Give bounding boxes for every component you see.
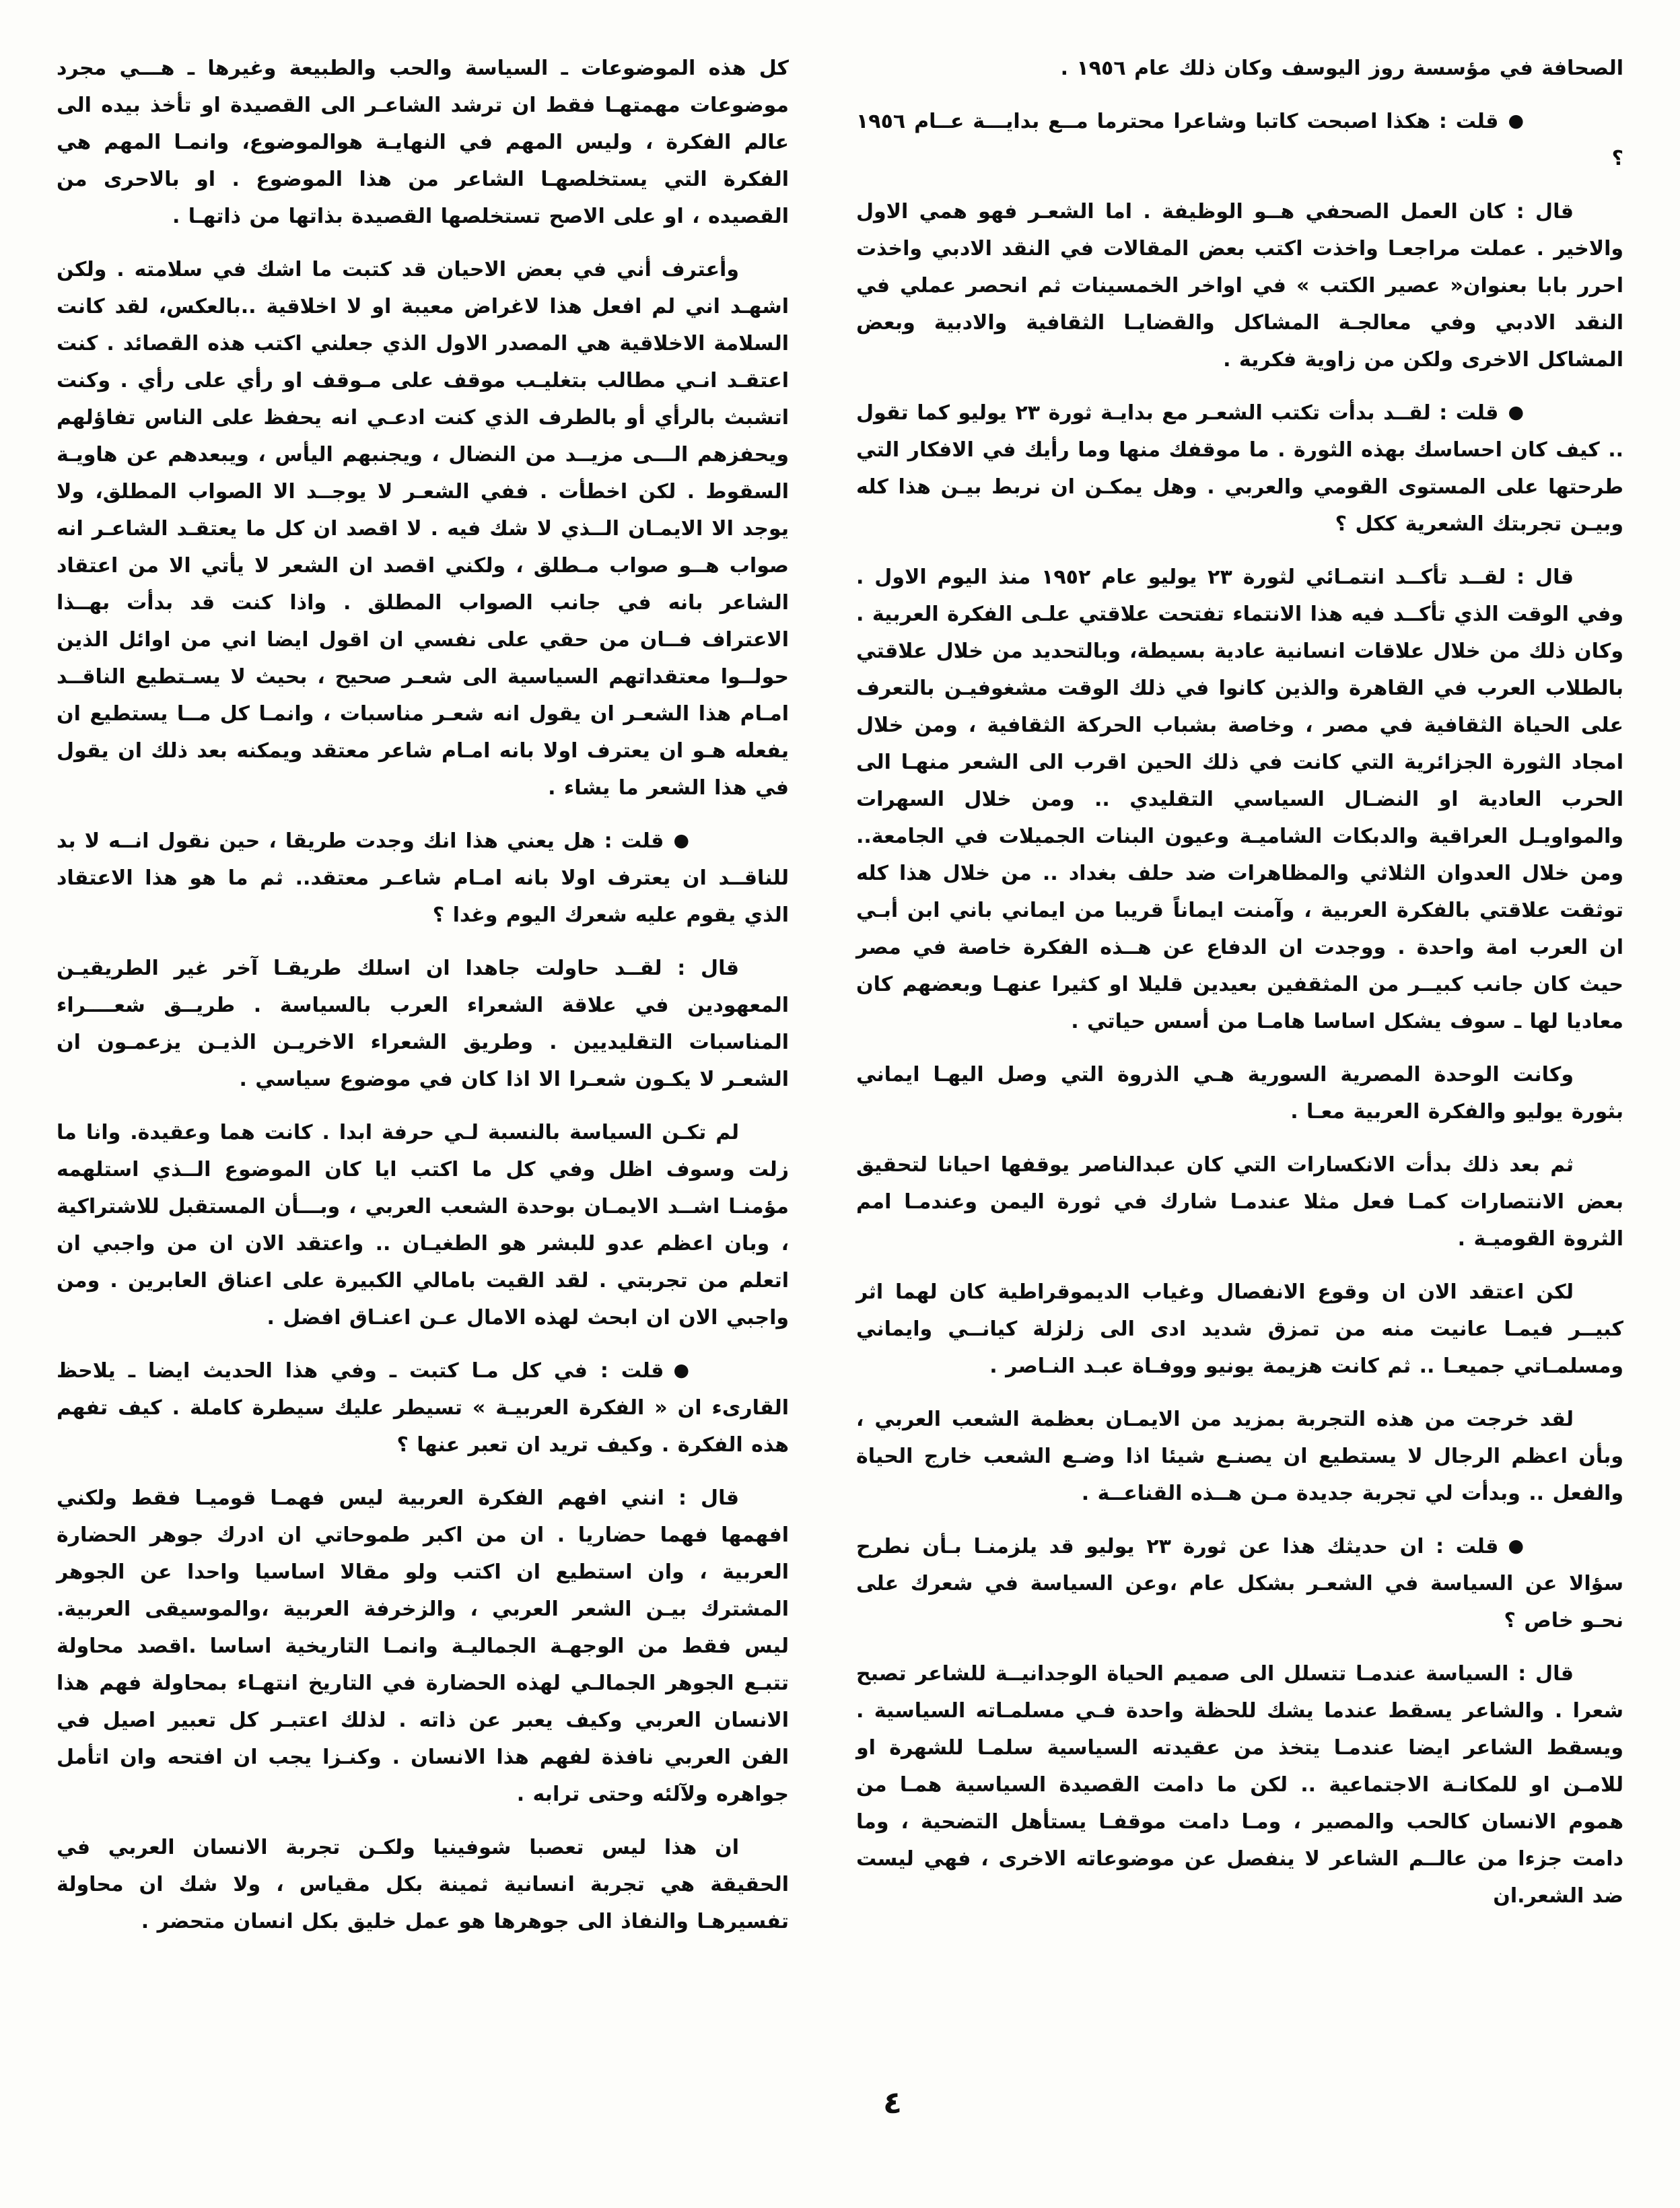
paragraph-text: قال : لقــد حاولت جاهدا ان اسلك طريقـا آخر غير الطريقيـن المعهودين في علاقة الشعراء العرب بالسياسة . طريــق شعــــراء المناسبات التقليديين . وطريق الشعراء الاخريـن الذيـن يزعمـون ان الشعـر لا يكـون شعـرا الا اذا كان في موضوع سياسي .	[57, 957, 789, 1091]
paragraph-text: لقد خرجت من هذه التجربة بمزيد من الايمـان بعظمة الشعب العربي ، وبأن اعظم الرجال لا يستطيع ان يصنـع شيئا اذا وضـع الشعب خارج الحياة والفعل .. وبدأت لي تجربة جديدة مـن هــذه القناعــة .	[856, 1408, 1623, 1505]
paragraph-text: وأعترف أني في بعض الاحيان قد كتبت ما اشك في سلامته . ولكن اشهـد اني لم افعل هذا لاغراض معيبة او لا اخلاقية ..بالعكس، لقد كانت السلامة الاخلاقية هي المصدر الاول الذي جعلني اكتب هذه القصائد . كنت اعتقـد انـي مطالب بتغليـب موقف على مـوقف او رأي على رأي . وكنت اتشبث بالرأي أو بالطرف الذي كنت ادعـي انه يحفظ على الناس تفاؤلهم ويحفزهم الـــى مزيــد من النضال ، ويجنبهم اليأس ، ويبعدهم عن هاويـة السقوط . لكن اخطأت . ففي الشعـر لا يوجــد الا الصواب المطلق، ولا يوجد الا الايمـان الــذي لا شك فيه . لا اقصد ان كل ما يعتقـد الشاعـر انه صواب هــو صواب مـطلق ، ولكني اقصد ان الشعر لا يأتي الا من اعتقاد الشاعر بانه في جانب الصواب المطلق . واذا كنت قد بدأت بهــذا الاعتراف فــان من حقي على نفسي ان اقول ايضا اني من اوائل الذين حولــوا معتقداتهم السياسية الى شعـر صحيح ، بحيث لا يسـتطيع الناقــد امـام هذا الشعـر ان يقول انه شعـر مناسبات ، وانمـا كل مــا يستطيع ان يفعله هـو ان يعترف اولا بانه امـام شاعر معتقد ويمكنه بعد ذلك ان يقول في هذا الشعر ما يشاء .	[57, 258, 789, 800]
paragraph-body	[57, 251, 789, 806]
paragraph-text: وكانت الوحدة المصرية السورية هـي الذروة التي وصل اليهـا ايماني بثورة يوليو والفكرة العربية معـا .	[856, 1063, 1623, 1124]
paragraph-continuation	[57, 50, 789, 235]
bullet-icon: ●	[1508, 1536, 1524, 1556]
paragraph-text: قلت : هل يعني هذا انك وجدت طريقا ، حين نقول انــه لا بد للناقــد ان يعترف اولا بانه امـام شاعـر معتقد.. ثم ما هو هذا الاعتقاد الذي يقوم عليه شعرك اليوم وغدا ؟	[57, 829, 789, 927]
paragraph-text: قلت : لقــد بدأت تكتب الشعـر مع بدايـة ثورة ٢٣ يوليو كما تقول .. كيف كان احساسك بهذه الثورة . ما موقفك منها وما رأيك في الافكار التي طرحتها على المستوى القومي والعربي . وهل يمكـن ان نربط بيـن هذا كله وبيـن تجربتك الشعرية ككل ؟	[856, 401, 1623, 536]
paragraph-text: لم تكـن السياسة بالنسبة لـي حرفة ابدا . كانت هما وعقيدة. وانا ما زلت وسوف اظل وفي كل ما اكتب ايا كان الموضوع الــذي استلهمه مؤمنـا اشــد الايمـان بوحدة الشعب العربي ، وبـــأن المستقبل للاشتراكية ، وبان اعظم عدو للبشر هو الطغيـان .. واعتقد الان ان من واجبي ان اتعلم من تجربتي . لقد القيت بامالي الكبيرة على اعناق العابرين . ومن واجبي الان ان ابحث لهذه الامال عـن اعنـاق افضل .	[57, 1121, 789, 1330]
paragraph-answer	[856, 1655, 1623, 1914]
paragraph-text: كل هذه الموضوعات ـ السياسة والحب والطبيعة وغيرها ـ هـــي مجرد موضوعات مهمتهـا فقط ان ترشد الشاعـر الى القصيدة او تأخذ بيده الى عالم الفكرة ، وليس المهم في النهايـة هوالموضوع، وانمـا المهم هي الفكرة التي يستخلصهـا الشاعر من هذا الموضوع . او بالاحرى من القصيده ، او على الاصح تستخلصها القصيدة بذاتها من ذاتهـا .	[57, 57, 789, 228]
paragraph-answer	[57, 950, 789, 1098]
paragraph-text: قال : كان العمل الصحفي هــو الوظيفة . اما الشعـر فهو همي الاول والاخير . عملت مراجعـا واخذت اكتب بعض المقالات في النقد الادبي واخذت احرر بابا بعنوان« عصير الكتب » في اواخر الخمسينات ثم انحصر عملي في النقد الادبي وفي معالجـة المشاكل والقضايـا الثقافية والادبية وبعض المشاكل الاخرى ولكن من زاوية فكرية .	[856, 200, 1623, 372]
column-right	[856, 50, 1623, 1931]
paragraph-answer	[856, 193, 1623, 378]
paragraph-answer-body	[57, 1829, 789, 1940]
page-number: ٤	[882, 2084, 903, 2120]
paragraph-text: الصحافة في مؤسسة روز اليوسف وكان ذلك عام ١٩٥٦ .	[1060, 57, 1623, 80]
paragraph-text: قال : انني افهم الفكرة العربية ليس فهمـا قوميـا فقط ولكني افهمها فهما حضاريا . ان من اكبر طموحاتي ان ادرك جوهر الحضارة العربية ، وان استطيع ان اكتب ولو مقالا اساسيا واحدا عن الجوهر المشترك بيـن الشعر العربي ، والزخرفة العربية ،والموسيقى العربية. ليس فقط من الوجهـة الجماليـة وانمـا التاريخية اساسا .اقصد محاولة تتبـع الجوهر الجمالـي لهذه الحضارة في التاريخ انتهـاء بمحاولة فهم هذا الانسان العربي وكيف يعبر عن ذاته . لذلك اعتبـر كل تعبير اصيل في الفن العربي نافذة لفهم هذا الانسان . وكنـزا يجب ان افتحه وان اتأمل جواهره ولآلئه وحتى ترابه .	[57, 1486, 789, 1806]
bullet-icon: ●	[673, 830, 689, 851]
paragraph-text: قال : لقــد تأكــد انتمـائي لثورة ٢٣ يوليو عام ١٩٥٢ منذ اليوم الاول . وفي الوقت الذي تأكــد فيه هذا الانتماء تفتحت علاقتي علـى الفكرة العربية . وكان ذلك من خلال علاقات انسانية عادية بسيطة، وبالتحديد من خلال علاقتي بالطلاب العرب في القاهرة والذين كانوا في ذلك الوقت مشغوفيـن بالتعرف على الحياة الثقافية في مصر ، وخاصة بشباب الحركة الثقافية ، ومن خلال امجاد الثورة الجزائرية التي كانت في ذلك الحين اقرب الى الشعر منهـا الى الحرب العادية او النضـال السياسي التقليدي .. ومن خلال السهرات والمواويـل العراقية والدبكات الشاميـة وعيون البنات الجميلات في الجامعة.. ومن خلال العدوان الثلاثي والمظاهرات ضد حلف بغداد .. من خلال هذا كله توثقت علاقتي بالفكرة العربية ، وآمنت ايماناً قريبا من ايماني باني ابن أبـي ان العرب امة واحدة . ووجدت ان الدفاع عن هــذه الفكرة خاصة في مصر حيث كان جانب كبيــر من المثقفين بعيدين قليلا او كثيرا عنهـا وبعضهم كان معاديا لها ـ سوف يشكل اساسا هامـا من أسس حياتي .	[856, 565, 1623, 1033]
paragraph-text: قلت : ان حديثك هذا عن ثورة ٢٣ يوليو قد يلزمنـا بـأن نطرح سؤالا عن السياسة في الشعـر بشكل عام ،وعن السياسة في شعرك على نحـو خاص ؟	[856, 1535, 1623, 1632]
paragraph-text: قلت : هكذا اصبحت كاتبا وشاعرا محترما مــع بدايـــة عــام ١٩٥٦ ؟	[856, 110, 1623, 170]
paragraph-question	[856, 1528, 1623, 1639]
paragraph-question	[57, 1352, 789, 1463]
paragraph-question	[856, 103, 1623, 177]
paragraph-text: ان هذا ليس تعصبا شوفينيا ولكـن تجربة الانسان العربي في الحقيقة هي تجربة انسانية ثمينة بكل مقياس ، ولا شك ان محاولة تفسيرهـا والنفاذ الى جوهرها هو عمل خليق بكل انسان متحضر .	[57, 1836, 789, 1933]
paragraph-answer-body	[57, 1114, 789, 1336]
paragraph-question	[57, 823, 789, 934]
paragraph-answer-body	[856, 1274, 1623, 1385]
paragraph-continuation	[856, 50, 1623, 87]
paragraph-answer-body	[856, 1056, 1623, 1130]
paragraph-text: لكن اعتقد الان ان وقوع الانفصال وغياب الديموقراطية كان لهما اثر كبيــر فيمـا عانيت منه من تمزق شديد ادى الى زلزلة كيانــي وايماني ومسلمـاتي جميعـا .. ثم كانت هزيمة يونيو ووفـاة عبـد النـاصر .	[856, 1280, 1623, 1378]
paragraph-text: قال : السياسة عندمـا تتسلل الى صميم الحياة الوجدانيــة للشاعر تصبح شعرا . والشاعر يسقط عندما يشك للحظة واحدة فـي مسلمـاته السياسية . ويسقط الشاعر ايضا عندمـا يتخذ من عقيدته السياسية سلمـا للشهرة او للامـن او للمكانـة الاجتماعية .. لكن ما دامت القصيدة السياسية همـا من هموم الانسان كالحب والمصير ، ومـا دامت موقفـا يستأهل التضحية ، وما دامت جزءا من عالــم الشاعر لا ينفصل عن موضوعاته الاخرى ، فهي ليست ضد الشعر.ان	[856, 1662, 1623, 1908]
paragraph-answer	[856, 559, 1623, 1040]
paragraph-text: ثم بعد ذلك بدأت الانكسارات التي كان عبدالناصر يوقفها احيانا لتحقيق بعض الانتصارات كمـا فعل مثلا عندمـا شارك في ثورة اليمن وعندمـا امم الثروة القوميـة .	[856, 1153, 1623, 1251]
bullet-icon: ●	[673, 1360, 689, 1381]
bullet-icon: ●	[1508, 110, 1524, 131]
bullet-icon: ●	[1508, 402, 1524, 423]
column-left	[57, 50, 789, 1956]
paragraph-answer-body	[856, 1146, 1623, 1257]
paragraph-text: قلت : في كل مـا كتبت ـ وفي هذا الحديث ايضا ـ يلاحظ القارىء ان « الفكرة العربيـة » تسيطر عليك سيطرة كاملة . كيف تفهم هذه الفكرة . وكيف تريد ان تعبر عنها ؟	[57, 1359, 789, 1457]
paragraph-question	[856, 394, 1623, 543]
paragraph-answer-body	[856, 1401, 1623, 1512]
paragraph-answer	[57, 1480, 789, 1813]
